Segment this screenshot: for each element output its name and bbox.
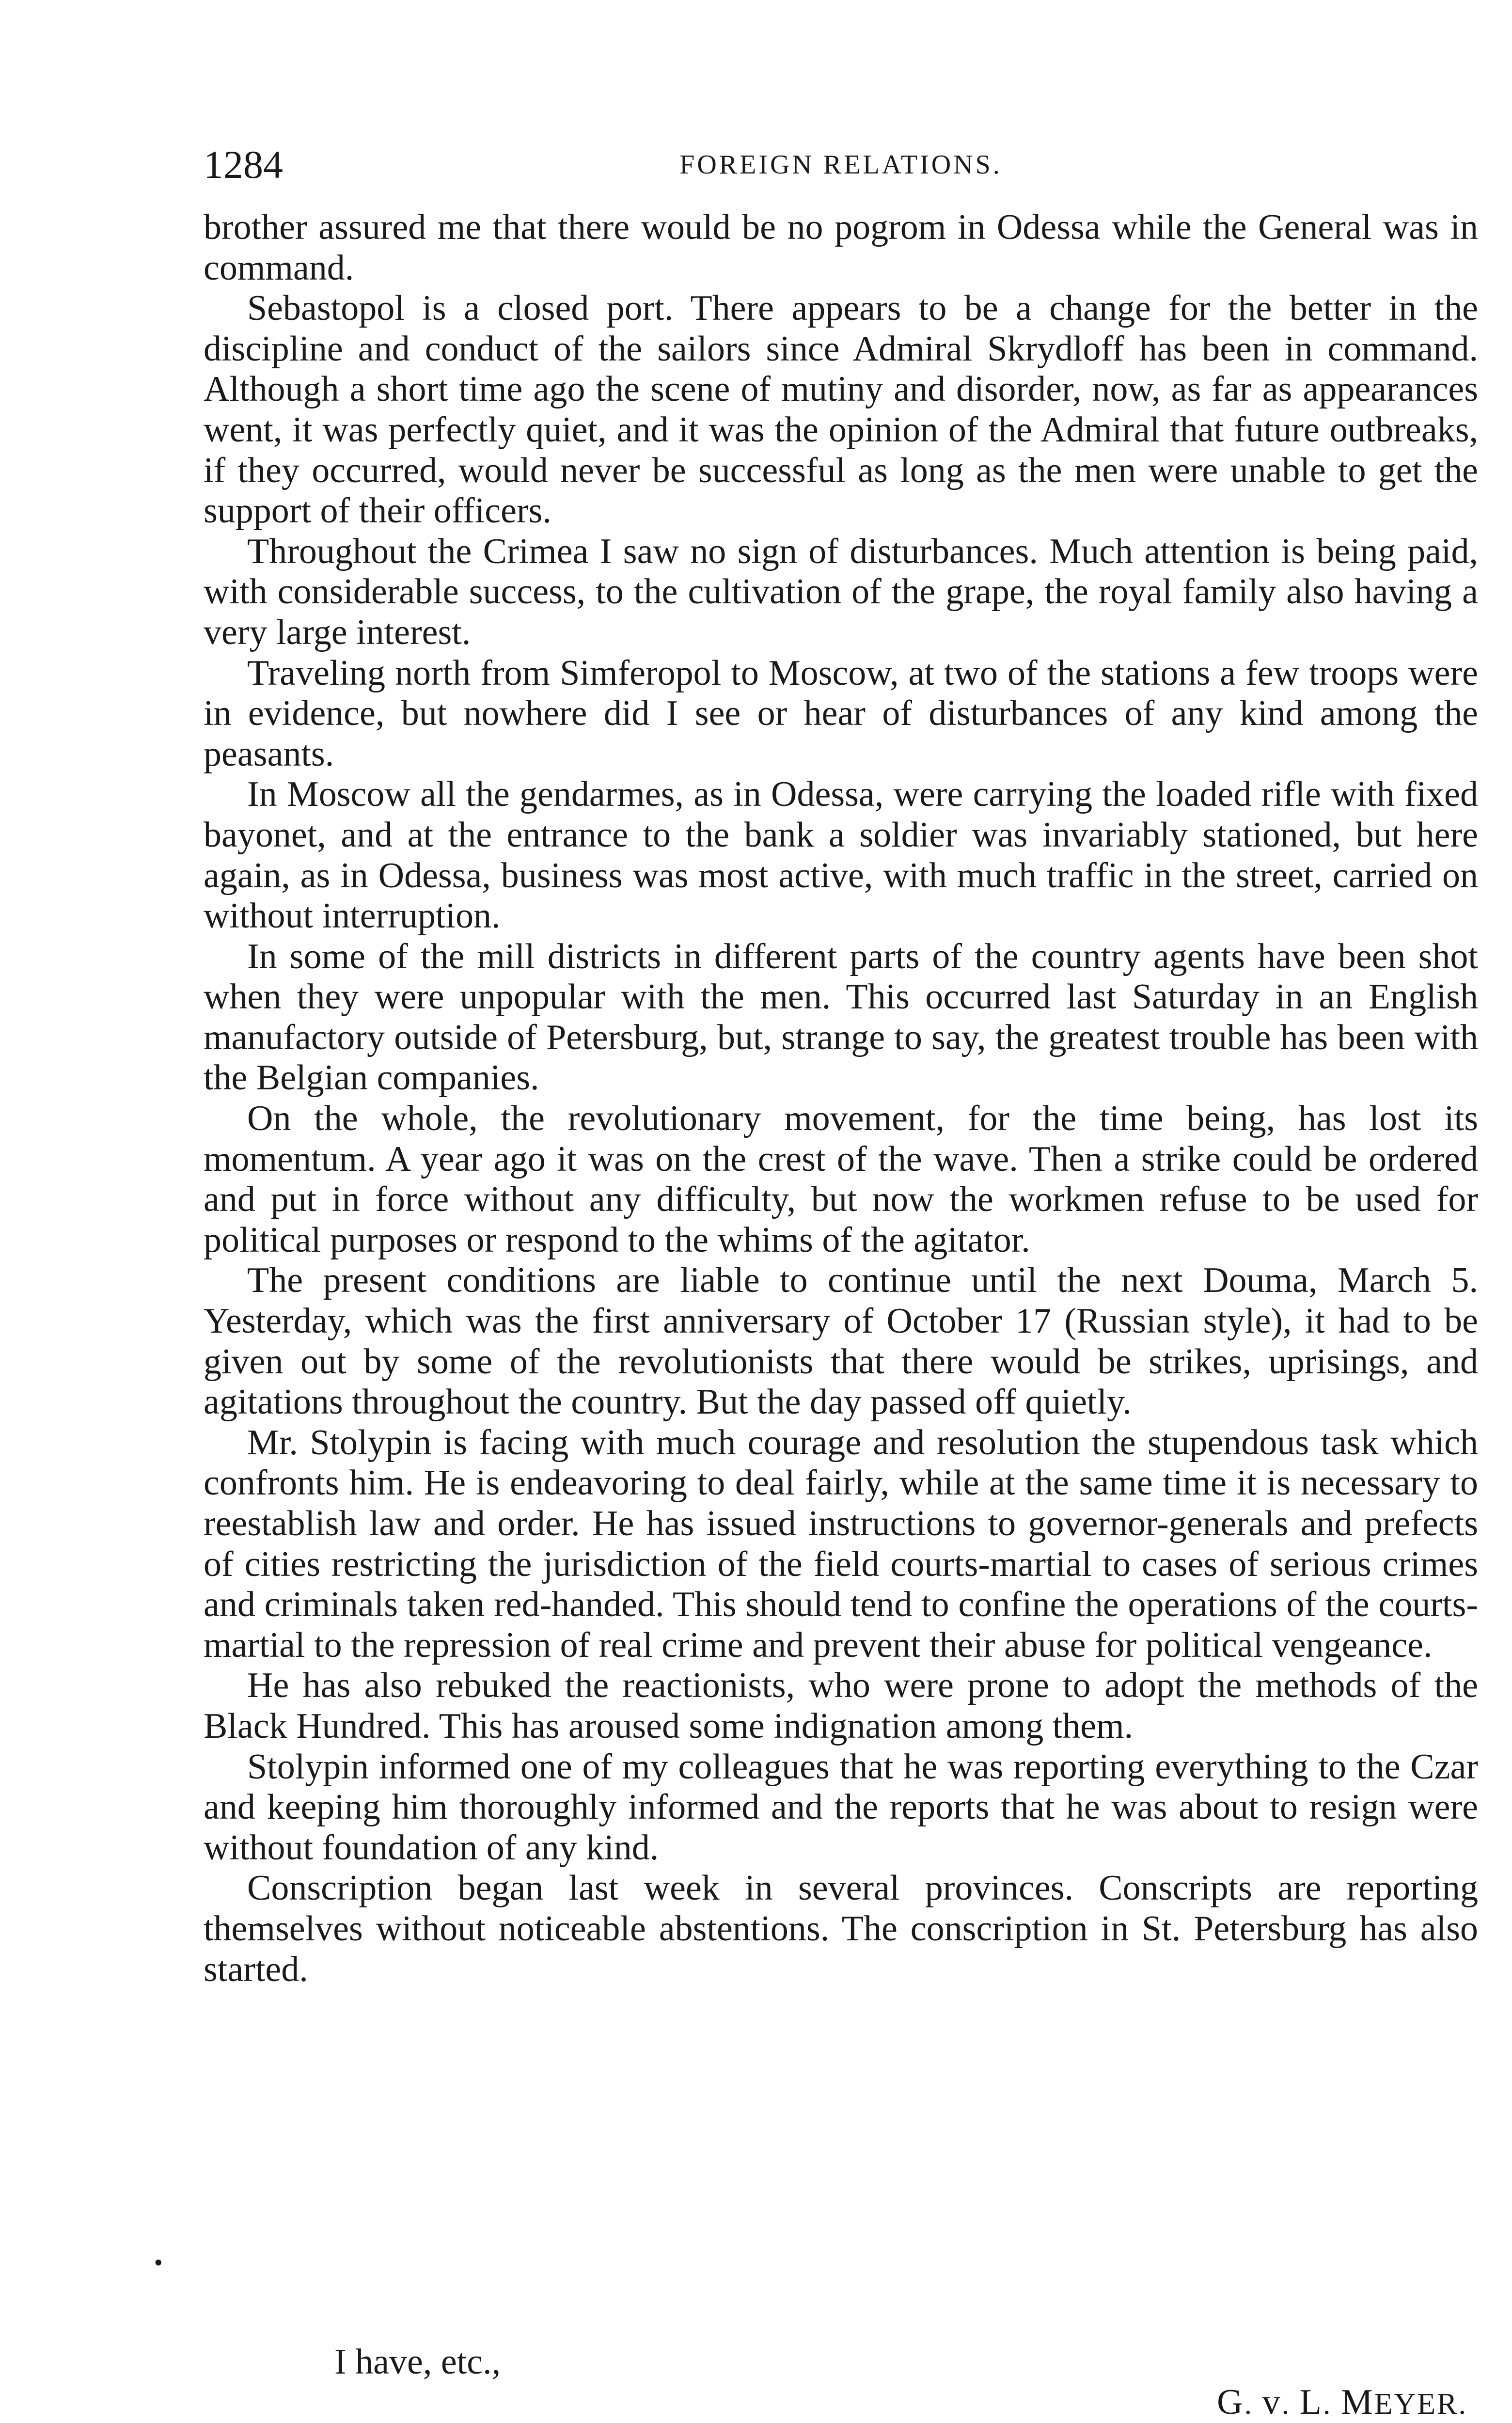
paragraph-stolypin-reporting: Stolypin informed one of my colleagues that he was reporting everything to the Czar and keeping him thoroughly informed and the reports that he was about to resign were without foundation of any kind.	[204, 1746, 1478, 1868]
letter-body	[204, 207, 1478, 1990]
paragraph-revolutionary-movement: On the whole, the revolutionary movement, for the time being, has lost its momentum. A year ago it was on the crest of the wave. Then a strike could be ordered and put in force without any difficulty, but now the workmen refuse to be used for political purposes or respond to the whims of the agitator.	[204, 1099, 1478, 1260]
paragraph-present-conditions: The present conditions are liable to continue until the next Douma, March 5. Yesterday, which was the first anniversary of October 17 (Russian style), it had to be given out by some of the revolutionists that there would be strikes, uprisings, and agitations throughout the country. But the day passed off quietly.	[204, 1260, 1478, 1422]
page-header	[204, 138, 1478, 191]
paragraph-conscription: Conscription began last week in several provinces. Conscripts are reporting themselves without noticeable abstentions. The conscription in St. Petersburg has also started.	[204, 1868, 1478, 1989]
signature-text: G. v. L. MEYER.	[1217, 2382, 1467, 2422]
paragraph-traveling-north: Traveling north from Simferopol to Moscow, at two of the stations a few troops were in evidence, but nowhere did I see or hear of disturbances of any kind among the peasants.	[204, 653, 1478, 774]
paragraph-moscow: In Moscow all the gendarmes, as in Odessa, were carrying the loaded rifle with fixed bayonet, and at the entrance to the bank a soldier was invariably stationed, but here again, as in Odessa, business was most active, with much traffic in the street, carried on without interruption.	[204, 774, 1478, 936]
paragraph-mill-districts: In some of the mill districts in different parts of the country agents have been shot when they were unpopular with the men. This occurred last Saturday in an English manufactory outside of Petersburg, but, strange to say, the greatest trouble has been with the Belgian companies.	[204, 936, 1478, 1098]
page-number: 1284	[204, 142, 283, 187]
paragraph-continued: brother assured me that there would be no pogrom in Odessa while the General was in command.	[204, 207, 1478, 288]
closing-line: I have, etc.,	[334, 2342, 501, 2382]
margin-mark: •	[151, 2248, 166, 2278]
paragraph-sebastopol: Sebastopol is a closed port. There appears to be a change for the better in the discipline and conduct of the sailors since Admiral Skrydloff has been in command. Although a short time ago the scene of mutiny and disorder, now, as far as appearances went, it was perfectly quiet, and it was the opinion of the Admiral that future outbreaks, if they occurred, would never be successful as long as the men were unable to get the support of their officers.	[204, 288, 1478, 531]
paragraph-reactionists: He has also rebuked the reactionists, who were prone to adopt the methods of the Black Hundred. This has aroused some indignation among them.	[204, 1666, 1478, 1746]
paragraph-stolypin-task: Mr. Stolypin is facing with much courage and resolution the stupendous task which confronts him. He is endeavoring to deal fairly, while at the same time it is necessary to reestablish law and order. He has issued instructions to governor-generals and prefects of cities restricting the jurisdiction of the field courts-martial to cases of serious crimes and criminals taken red-handed. This should tend to confine the operations of the courts-martial to the repression of real crime and prevent their abuse for political vengeance.	[204, 1422, 1478, 1665]
signature	[1217, 2380, 1467, 2423]
paragraph-crimea: Throughout the Crimea I saw no sign of disturbances. Much attention is being paid, with considerable success, to the cultivation of the grape, the royal family also having a very large interest.	[204, 531, 1478, 652]
running-title: FOREIGN RELATIONS.	[679, 150, 1002, 180]
